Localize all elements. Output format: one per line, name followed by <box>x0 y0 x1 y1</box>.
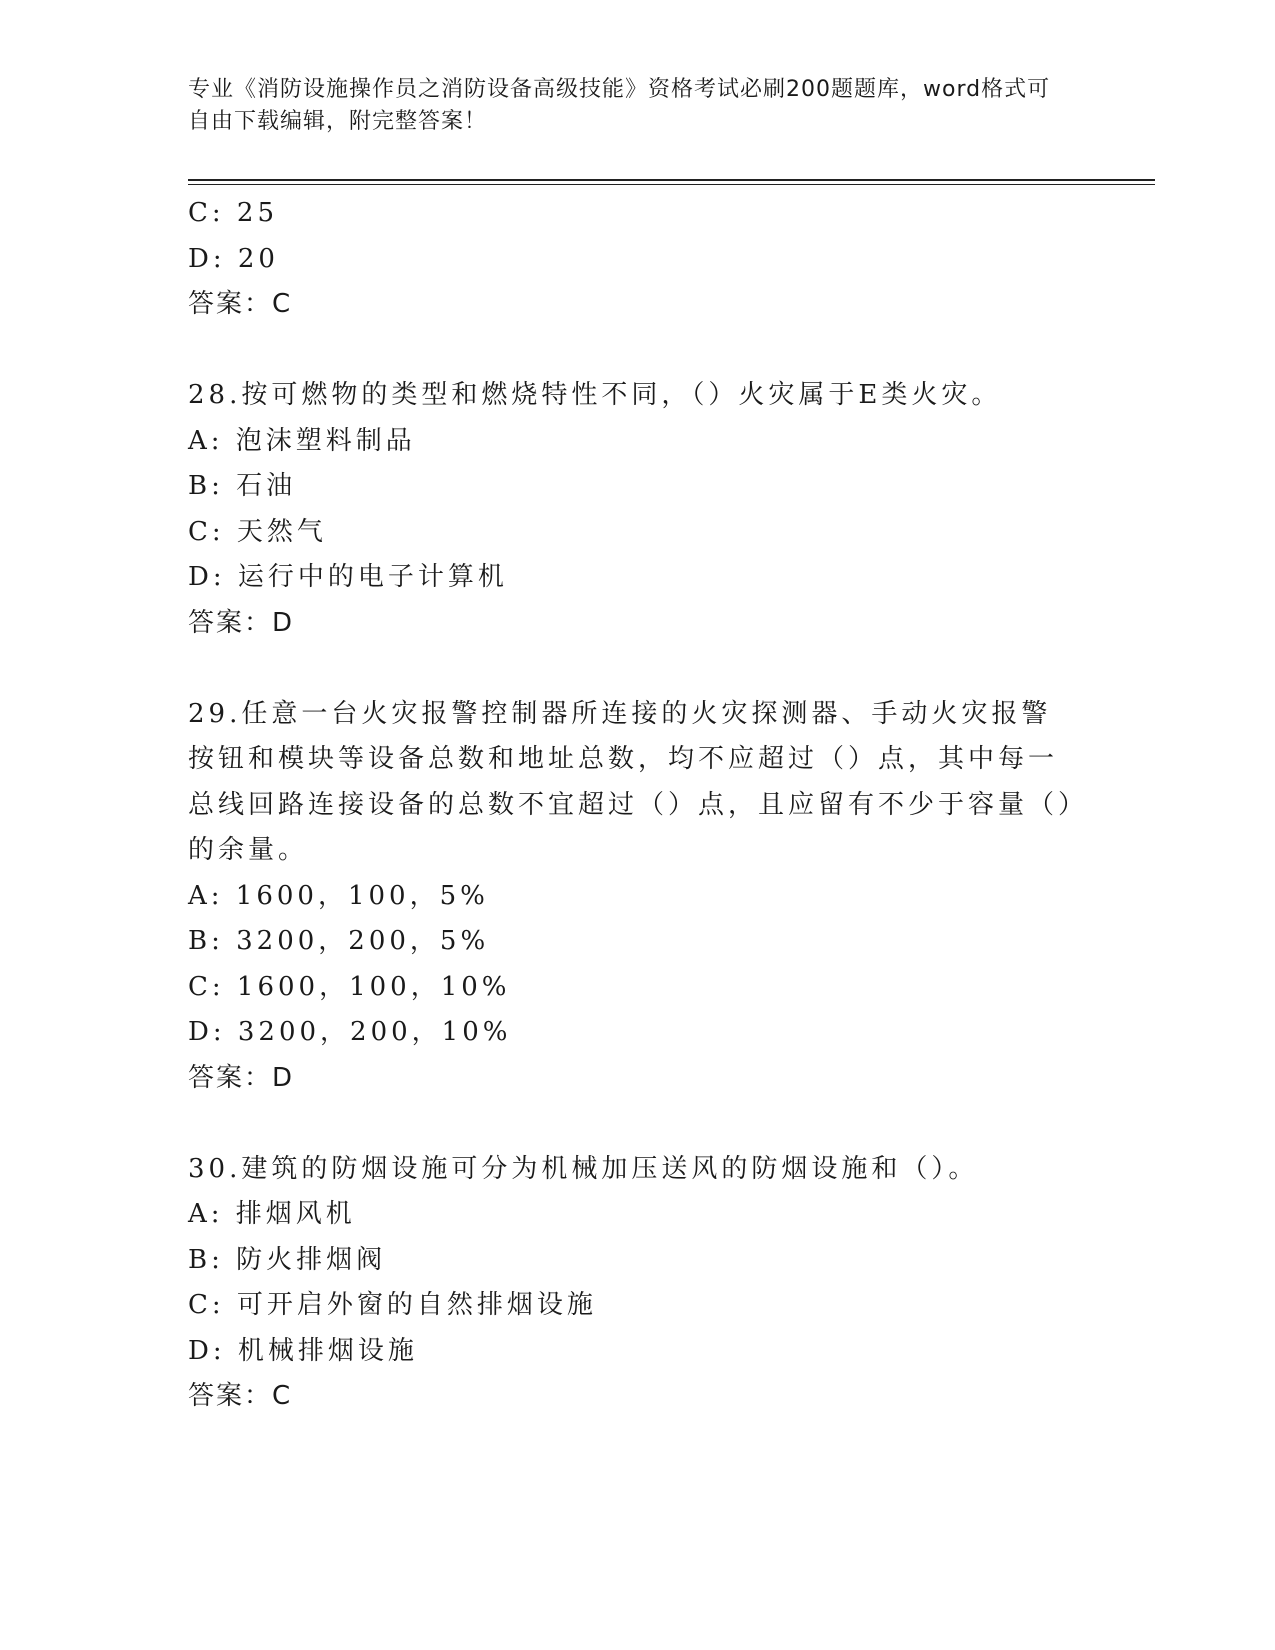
option-d: D: 机械排烟设施 <box>188 1335 418 1366</box>
answer: 答案：C <box>188 1381 293 1411</box>
option-c: C: 25 <box>188 198 279 228</box>
option-b: B: 防火排烟阀 <box>188 1244 387 1275</box>
option-d: D: 3200，200，10% <box>188 1017 512 1047</box>
option-c: C: 可开启外窗的自然排烟设施 <box>188 1290 597 1320</box>
question-stem: 28.按可燃物的类型和燃烧特性不同，（）火灾属于E类火灾。 <box>188 380 1002 410</box>
option-d: D: 运行中的电子计算机 <box>188 562 508 592</box>
option-d: D: 20 <box>188 243 279 274</box>
header-divider-thin <box>188 184 1155 185</box>
answer: 答案：D <box>188 607 295 638</box>
header-divider-thick <box>188 179 1155 181</box>
answer: 答案：D <box>188 1062 295 1093</box>
option-a: A: 1600，100，5% <box>188 880 489 911</box>
option-a: A: 排烟风机 <box>188 1199 356 1229</box>
question-list <box>188 191 1088 1420</box>
question-stem: 29.任意一台火灾报警控制器所连接的火灾探测器、手动火灾报警按钮和模块等设备总数和地址总数，均不应超过（）点，其中每一总线回路连接设备的总数不宜超过（）点，且应留有不少于容量（）的余量。 <box>188 698 1076 865</box>
option-a: A: 泡沫塑料制品 <box>188 425 416 456</box>
option-b: B: 石油 <box>188 471 297 501</box>
page-header: 专业《消防设施操作员之消防设备高级技能》资格考试必刷200题题库，word格式可自由下载编辑，附完整答案！ <box>188 77 1051 134</box>
option-c: C: 1600，100，10% <box>188 971 511 1002</box>
option-b: B: 3200，200，5% <box>188 926 490 956</box>
answer: 答案：C <box>188 289 293 319</box>
option-c: C: 天然气 <box>188 516 327 547</box>
question-stem: 30.建筑的防烟设施可分为机械加压送风的防烟设施和（）。 <box>188 1153 979 1184</box>
